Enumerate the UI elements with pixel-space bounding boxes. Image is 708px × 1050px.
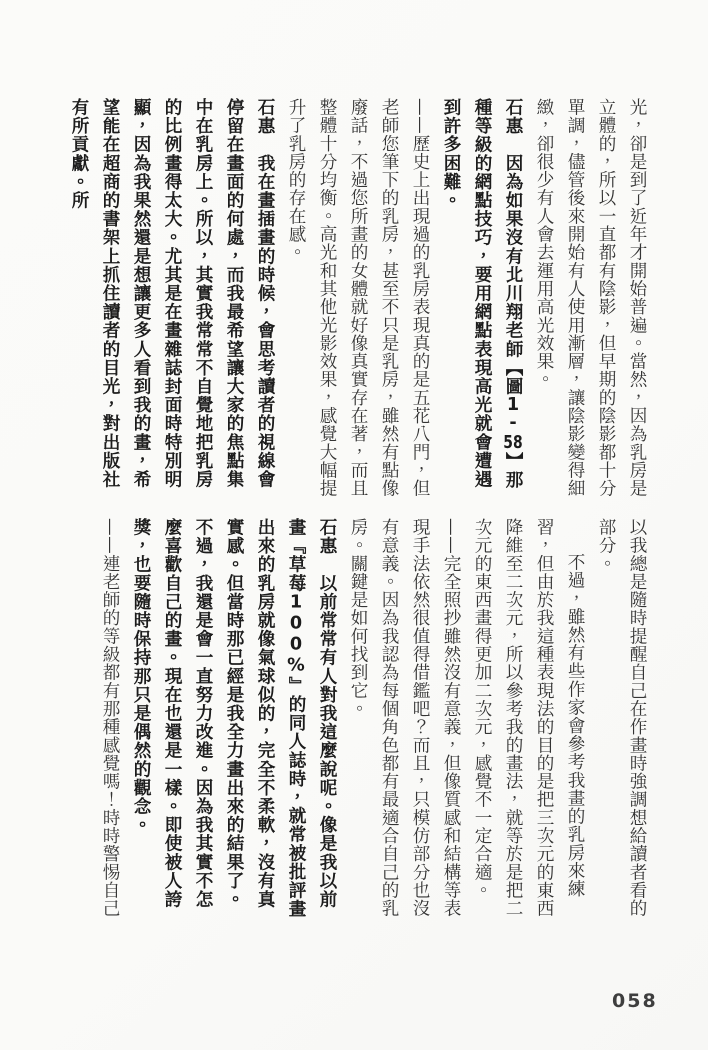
text-run: ——完全照抄雖然沒有意義，但像質感和結構等表現手法依然很值得借鑑吧？而且，只模仿部分也沒有意義。因為我認為每個角色都有最適合自己的乳房。關鍵是如何找到它。 [348,518,461,918]
paragraph-indent [466,518,590,920]
paragraph-speaker [435,98,528,500]
text-run: 那種等級的網點技巧，要用網點表現高光就會遭遇到許多困難。 [441,98,523,490]
page-number: 058 [612,990,658,1012]
text-run: ——連老師的等級都有那種感覺嗎！時時警惕自己 [100,518,120,918]
paragraph-interviewer [342,518,466,920]
paragraph-continuation [528,98,652,500]
text-run: 光，卻是到了近年才開始普遍。當然，因為乳房是立體的，所以一直都有陰影，但早期的陰影都十分單調，儘管後來開始有人使用漸層，讓陰影變得細緻，卻很少有人會去運用高光效果。 [534,98,647,498]
text-run: 以前常常有人對我這麼說呢。像是我以前畫『草莓100%』的同人誌時，就常被批評畫出來的乳房就像氣球似的，完全不柔軟，沒有真實感。但當時那已經是我全力畫出來的結果了。不過，我還是會一直努力改進。因為我其實不怎麼喜歡自己的畫。現在也還是一樣。即使被人誇獎，也要隨時保持那只是偶然的觀念。 [131,518,337,919]
paragraph-speaker [125,518,342,920]
text-section-bottom [94,518,652,920]
text-run: ——歷史上出現過的乳房表現真的是五花八門，但老師您筆下的乳房，甚至不只是乳房，雖然有點像廢話，不過您所畫的女體就好像真實存在著，而且整體十分均衡。高光和其他光影效果，感覺大幅提升了乳房的存在感。 [286,98,430,498]
speaker-name: 石惠 [503,98,523,136]
speaker-name: 石惠 [317,518,337,556]
text-run: 以我總是隨時提醒自己在作畫時強調想給讀者看的部分。 [596,518,647,918]
speaker-name: 石惠 [255,98,275,136]
paragraph-interviewer [94,518,125,920]
text-run: 我在畫插畫的時候，會思考讀者的視線會停留在畫面的何處，而我最希望讓大家的焦點集中在乳房上。所以，其實我常常不自覺地把乳房的比例畫得太大。尤其是在畫雜誌封面時特別明顯，因為我果然還是想讓更多人看到我的畫，希望能在超商的書架上抓住讀者的目光，對出版社有所貢獻。所 [69,98,275,489]
paragraph-speaker [63,98,280,500]
figure-reference: 【圖1-58】 [503,358,523,471]
text-run: 因為如果沒有北川翔老師 [503,153,523,359]
text-section-top [63,98,652,500]
paragraph-interviewer [280,98,435,500]
paragraph-continuation [590,518,652,920]
text-run: 不過，雖然有些作家會參考我畫的乳房來練習，但由於我這種表現法的目的是把三次元的東西降維至二次元，所以參考我的畫法，就等於是把二次元的東西畫得更加二次元，感覺不一定合適。 [472,518,585,918]
